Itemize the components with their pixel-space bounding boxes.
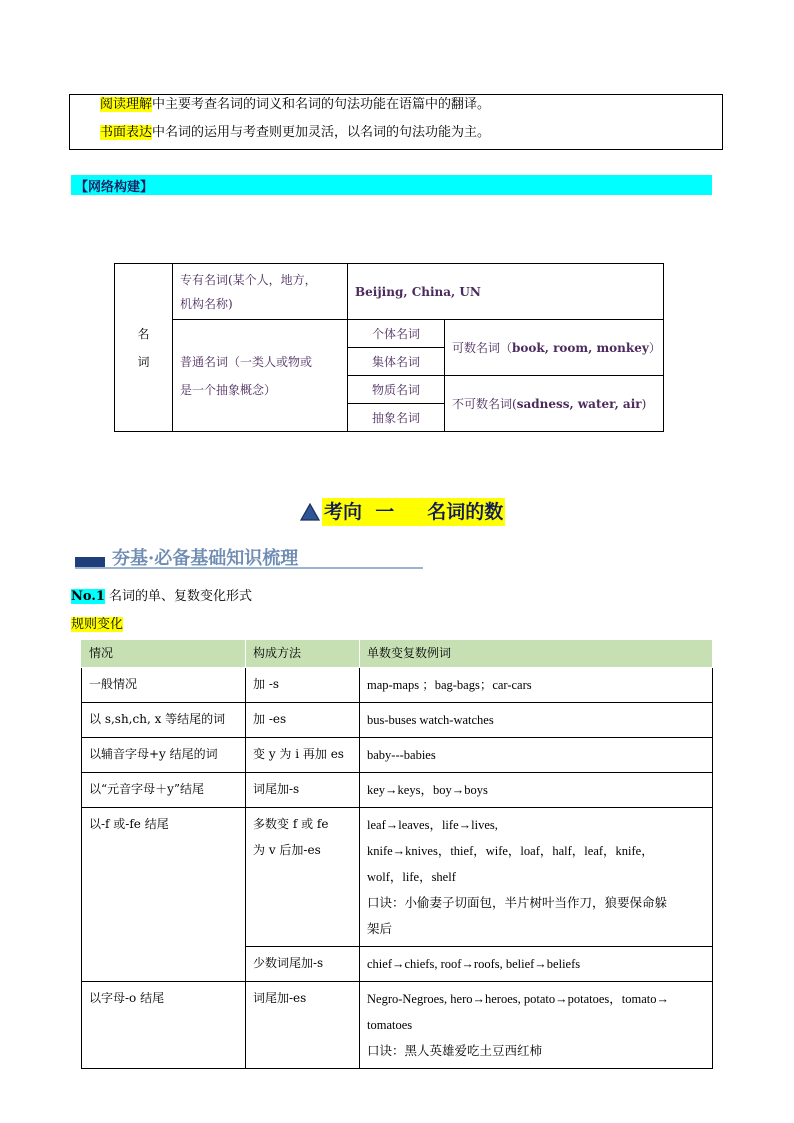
row-condition: 以“元音字母＋y”结尾 (82, 773, 246, 808)
row-method: 加 -s (246, 668, 360, 703)
row-condition: 以 s,sh,ch, x 等结尾的词 (82, 703, 246, 738)
individual-noun: 个体名词 (371, 327, 420, 341)
countable-examples: book, room, monkey (512, 341, 649, 355)
row-examples (360, 738, 713, 773)
subsection-bar (75, 544, 423, 572)
row-examples (360, 982, 713, 1069)
header-method: 构成方法 (246, 640, 360, 668)
mnemonic-line: 口诀：黑人英雄爱吃土豆西红柿 (367, 1044, 543, 1058)
example-line: chief→chiefs, roof→roofs, belief→beliefs (367, 957, 581, 971)
writing-highlight: 书面表达 (100, 125, 153, 140)
example-line: map-maps ；bag-bags；car-cars (367, 678, 532, 692)
material-noun-cell (348, 376, 445, 404)
table-row (82, 808, 713, 947)
example-line: bus-buses watch-watches (367, 713, 494, 727)
plural-rules-table (81, 639, 713, 1069)
subsection-title: 夯基·必备基础知识梳理 (112, 548, 299, 569)
abstract-noun-cell (348, 404, 445, 432)
proper-label-1: 专有名词(某个人，地方， (180, 272, 317, 287)
row-examples (360, 668, 713, 703)
header-condition: 情况 (82, 640, 246, 668)
regular-change-heading (71, 613, 123, 632)
example-line: tomatoes (367, 1018, 413, 1032)
proper-label-2: 机构名称) (180, 296, 233, 311)
material-noun: 物质名词 (371, 383, 420, 397)
row-examples (360, 773, 713, 808)
uncountable-examples: sadness, water, air (516, 397, 642, 411)
example-line: key→keys，boy→boys (367, 783, 488, 797)
table-row (82, 668, 713, 703)
noun-classification-table (114, 263, 664, 432)
network-heading-bar (71, 175, 712, 195)
table-row (82, 773, 713, 808)
row-condition: 一般情况 (82, 668, 246, 703)
uncountable-suffix: ) (641, 397, 647, 411)
collective-noun-cell (348, 348, 445, 376)
countable-prefix: 可数名词（ (452, 341, 513, 355)
row-method: 变 y 为 i 再加 es (246, 738, 360, 773)
method-line-1: 多数变 f 或 fe (253, 817, 329, 831)
intro-line-2 (100, 124, 490, 142)
proper-noun-cell (173, 264, 348, 320)
row-examples (360, 703, 713, 738)
common-label-1: 普通名词（一类人或物或 (180, 354, 313, 369)
triangle-icon (300, 503, 320, 521)
collective-noun: 集体名词 (371, 355, 420, 369)
method-line-2: 为 v 后加-es (253, 843, 321, 857)
row-condition: 以字母-o 结尾 (82, 982, 246, 1069)
row-condition: 以-f 或-fe 结尾 (82, 808, 246, 982)
example-line: knife→knives，thief，wife，loaf，half，leaf，knife， (367, 844, 654, 858)
section-title (300, 497, 505, 527)
countable-cell (445, 320, 664, 376)
intro-box (69, 94, 723, 150)
table-row (82, 738, 713, 773)
uncountable-prefix: 不可数名词( (452, 397, 517, 411)
example-line: Negro-Negroes, hero→heroes, potato→potatoes，tomato→ (367, 992, 670, 1006)
example-line: leaf→leaves，life→lives, (367, 818, 498, 832)
regular-change-label: 规则变化 (71, 617, 124, 632)
row-condition: 以辅音字母+y 结尾的词 (82, 738, 246, 773)
row-method: 少数词尾加-s (246, 947, 360, 982)
network-heading: 【网络构建】 (75, 180, 154, 195)
individual-noun-cell (348, 320, 445, 348)
row-method: 词尾加-s (246, 773, 360, 808)
intro-line-1 (100, 96, 490, 114)
common-label-2: 是一个抽象概念） (180, 382, 277, 397)
root-char-2: 词 (137, 354, 150, 369)
subsection-marker-block (75, 557, 105, 567)
table-row (82, 982, 713, 1069)
intro-line-1-text: 中主要考查名词的词义和名词的句法功能在语篇中的翻译。 (152, 97, 491, 112)
uncountable-cell (445, 376, 664, 432)
mnemonic-line: 口诀：小偷妻子切面包，半片树叶当作刀，狼要保命躲 (367, 896, 668, 910)
mnemonic-line: 架后 (367, 922, 393, 936)
root-cell (115, 264, 173, 432)
row-examples (360, 808, 713, 947)
abstract-noun: 抽象名词 (371, 411, 420, 425)
row-examples (360, 947, 713, 982)
no1-label: No.1 (71, 589, 105, 604)
no1-text: 名词的单、复数变化形式 (104, 589, 253, 604)
intro-line-2-text: 中名词的运用与考查则更加灵活，以名词的句法功能为主。 (152, 125, 491, 140)
proper-example: Beijing, China, UN (355, 284, 481, 299)
table-row (82, 703, 713, 738)
row-method (246, 808, 360, 947)
table-header-row (82, 640, 713, 668)
example-line: baby---babies (367, 748, 436, 762)
proper-example-cell (348, 264, 664, 320)
row-method: 加 -es (246, 703, 360, 738)
section-title-text: 考向 一 名词的数 (322, 498, 505, 526)
root-char-1: 名 (137, 326, 150, 341)
example-line: wolf，life，shelf (367, 870, 456, 884)
no1-heading (71, 585, 252, 604)
header-examples: 单数变复数例词 (360, 640, 713, 668)
row-method: 词尾加-es (246, 982, 360, 1069)
reading-highlight: 阅读理解 (100, 97, 153, 112)
countable-suffix: ） (648, 341, 661, 355)
common-noun-cell (173, 320, 348, 432)
